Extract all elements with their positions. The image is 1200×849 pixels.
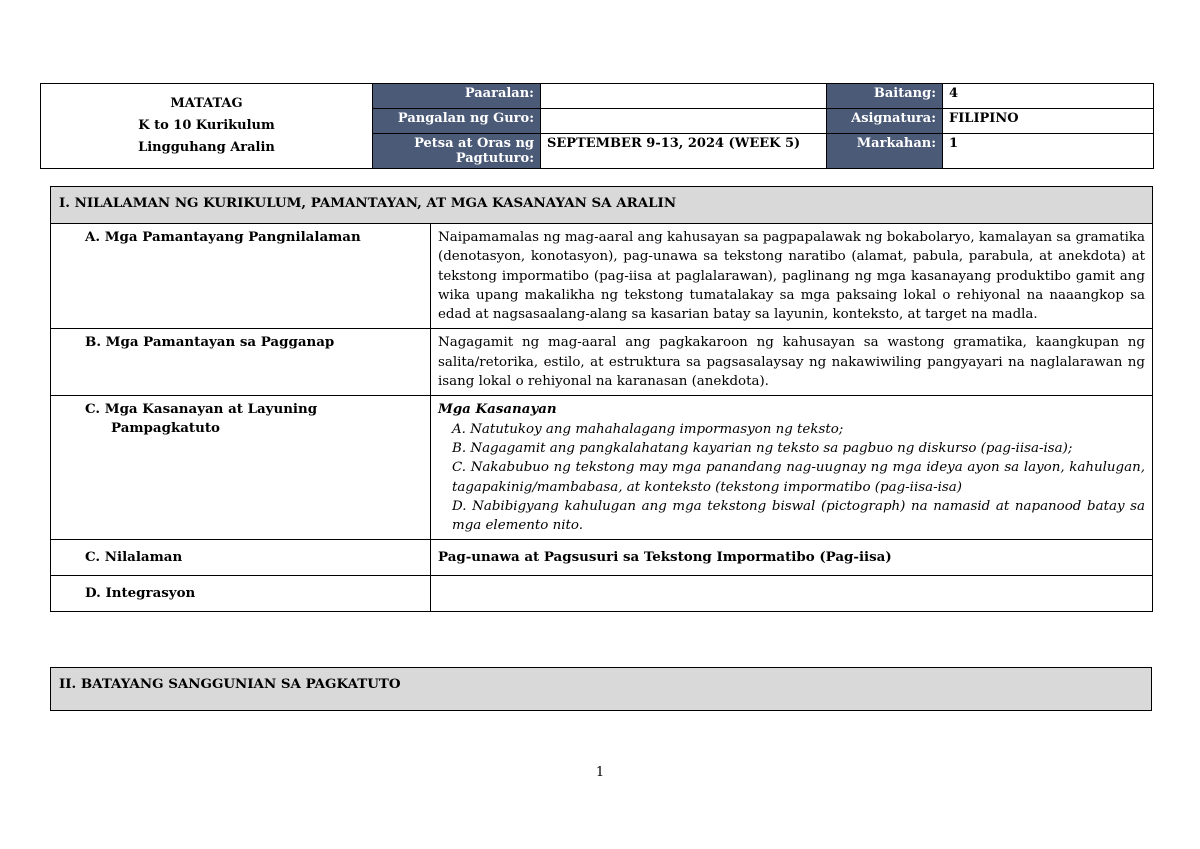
section-2-table xyxy=(50,667,1152,711)
kasanayan-item: B. Nagagamit ang pangkalahatang kayarian ng teksto sa pagbuo ng diskurso (pag-iisa-isa); xyxy=(452,440,1073,456)
petsa-label: Petsa at Oras ng Pagtuturo: xyxy=(373,134,541,169)
kasanayan-item: A. Natutukoy ang mahahalagang impormasyon ng teksto; xyxy=(452,421,844,437)
integrasyon-label: D. Integrasyon xyxy=(51,576,431,612)
baitang-value[interactable]: 4 xyxy=(943,84,1154,109)
kasanayan-heading: Mga Kasanayan xyxy=(438,401,557,418)
section-1-title: I. NILALAMAN NG KURIKULUM, PAMANTAYAN, AT MGA KASANAYAN SA ARALIN xyxy=(51,187,1153,224)
petsa-value[interactable]: SEPTEMBER 9-13, 2024 (WEEK 5) xyxy=(541,134,827,169)
integrasyon-text[interactable] xyxy=(431,576,1153,612)
markahan-value[interactable]: 1 xyxy=(943,134,1154,169)
kasanayan-label-line1: C. Mga Kasanayan at Layuning xyxy=(85,401,318,418)
kasanayan-label xyxy=(51,396,431,540)
guro-value[interactable] xyxy=(541,109,827,134)
baitang-label: Baitang: xyxy=(827,84,943,109)
page-number: 1 xyxy=(595,765,605,780)
brand-aralin: Lingguhang Aralin xyxy=(138,140,275,155)
section-1-table xyxy=(50,186,1153,612)
pamantayang-pangnilalaman-text[interactable]: Naipamamalas ng mag-aaral ang kahusayan sa pagpapalawak ng bokabolaryo, kamalayan sa gramatika (denotasyon, konotasyon), pag-unawa sa tekstong naratibo (alamat, pabula, parabula, at anekdota) at tekstong impormatibo (pag-iisa at paglalarawan), paglinang ng mga kasanayang produktibo gamit ang wika upang makalikha ng tekstong tumatalakay sa mga paksaing lokal o rehiyonal na naaangkop sa edad at nagsasaalang-alang sa kasarian batay sa layunin, konteksto, at target na madla. xyxy=(431,224,1153,329)
kasanayan-item: C. Nakabubuo ng tekstong may mga panandang nag-uugnay ng mga ideya ayon sa layon, kahulugan, tagapakinig/mambabasa, at konteksto (tekstong impormatibo (pag-iisa-isa) xyxy=(452,460,1145,495)
brand-block xyxy=(41,84,373,169)
kasanayan-label-line2: Pampagkatuto xyxy=(111,420,220,437)
paaralan-value[interactable] xyxy=(541,84,827,109)
pamantayan-pagganap-text[interactable]: Nagagamit ng mag-aaral ang pagkakaroon ng kahusayan sa wastong gramatika, kaangkupan ng salita/retorika, estilo, at estruktura sa pagsasalaysay ng nakawiwiling pangyayari na naglalarawan ng isang lokal o rehiyonal na karanasan (anekdota). xyxy=(431,329,1153,396)
guro-label: Pangalan ng Guro: xyxy=(373,109,541,134)
kasanayan-content[interactable] xyxy=(431,396,1153,540)
kasanayan-item: D. Nabibigyang kahulugan ang mga tekstong biswal (pictograph) na namasid at napanood batay sa mga elemento nito. xyxy=(452,498,1145,534)
header-table xyxy=(40,83,1154,169)
pamantayan-pagganap-label: B. Mga Pamantayan sa Pagganap xyxy=(51,329,431,396)
paaralan-label: Paaralan: xyxy=(373,84,541,109)
pamantayang-pangnilalaman-label: A. Mga Pamantayang Pangnilalaman xyxy=(51,224,431,329)
brand-kurikulum: K to 10 Kurikulum xyxy=(138,118,275,133)
nilalaman-text[interactable]: Pag-unawa at Pagsusuri sa Tekstong Impormatibo (Pag-iisa) xyxy=(431,540,1153,576)
nilalaman-label: C. Nilalaman xyxy=(51,540,431,576)
section-2-title: II. BATAYANG SANGGUNIAN SA PAGKATUTO xyxy=(51,668,1152,711)
markahan-label: Markahan: xyxy=(827,134,943,169)
asignatura-label: Asignatura: xyxy=(827,109,943,134)
brand-matatag: MATATAG xyxy=(170,96,243,111)
asignatura-value[interactable]: FILIPINO xyxy=(943,109,1154,134)
